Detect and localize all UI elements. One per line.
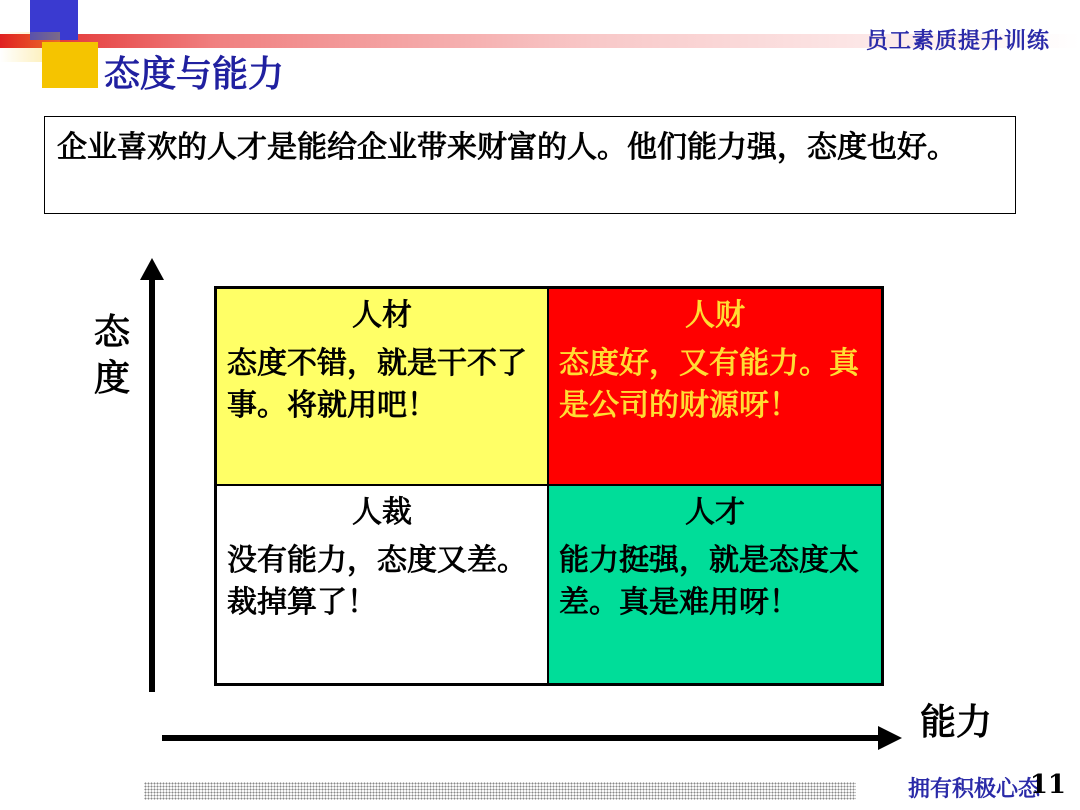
footer-dotted-band bbox=[144, 782, 856, 800]
quadrant-top-right bbox=[549, 289, 881, 486]
quadrant-title: 人材 bbox=[352, 298, 412, 333]
course-title: 员工素质提升训练 bbox=[865, 29, 1050, 54]
x-axis-arrowhead bbox=[878, 726, 902, 750]
x-axis-label: 能力 bbox=[920, 702, 993, 743]
quadrant-top-left bbox=[217, 289, 549, 486]
quadrant-title: 人财 bbox=[685, 298, 745, 333]
quadrant-text: 态度好，又有能力。真是公司的财源呀！ bbox=[559, 346, 859, 423]
quadrant-bottom-left bbox=[217, 486, 549, 683]
slide-title: 态度与能力 bbox=[104, 54, 285, 95]
quadrant-text: 态度不错，就是干不了事。将就用吧！ bbox=[227, 346, 527, 423]
x-axis-line bbox=[162, 735, 882, 741]
footer-text: 拥有积极心态 bbox=[907, 777, 1040, 802]
quadrant-bottom-right bbox=[549, 486, 881, 683]
quadrant-title: 人裁 bbox=[352, 495, 412, 530]
note-box bbox=[44, 116, 1016, 214]
attitude-ability-matrix bbox=[214, 286, 884, 686]
quadrant-text: 没有能力，态度又差。裁掉算了！ bbox=[227, 543, 527, 620]
y-axis-arrowhead bbox=[140, 258, 164, 280]
quadrant-title: 人才 bbox=[685, 495, 745, 530]
y-axis-line bbox=[149, 268, 155, 692]
decor-square-gold bbox=[42, 42, 98, 88]
quadrant-text: 能力挺强，就是态度太差。真是难用呀！ bbox=[559, 543, 859, 620]
note-text: 企业喜欢的人才是能给企业带来财富的人。他们能力强，态度也好。 bbox=[57, 130, 957, 165]
page-number: 11 bbox=[1029, 770, 1066, 800]
y-axis-label: 态 度 bbox=[93, 312, 130, 399]
